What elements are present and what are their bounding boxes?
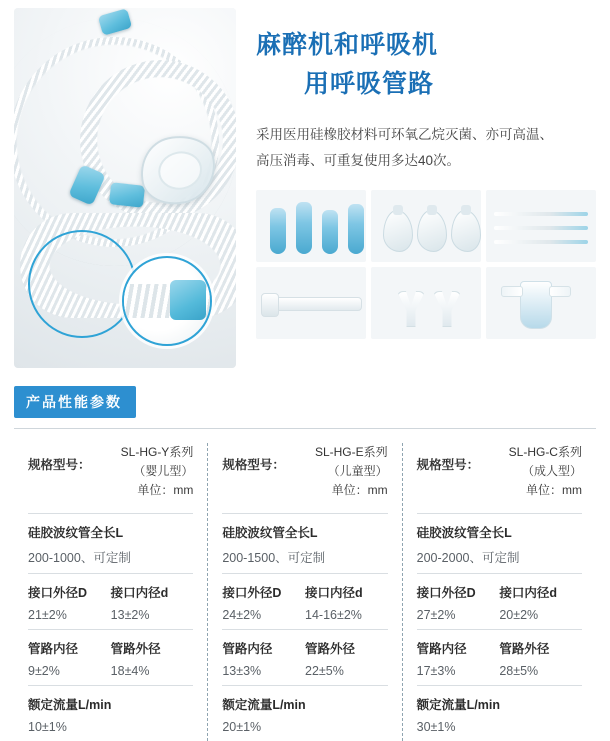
spec-row-title-2: 接口内径d [305, 585, 363, 600]
straight-connector [268, 297, 362, 311]
spec-row-value-2: 28±5% [499, 663, 539, 678]
product-thumbnail-grid [256, 190, 596, 339]
model-type: （成人型） [521, 464, 582, 479]
spec-row-title: 接口外径D [222, 585, 282, 600]
spec-row [28, 514, 193, 573]
spec-row-title: 接口外径D [28, 585, 88, 600]
spec-row-value: 17±3% [416, 663, 456, 678]
spec-row-title: 额定流量L/min [222, 697, 306, 712]
spec-row-value: 9±2% [28, 663, 60, 678]
description-line-1: 采用医用硅橡胶材料可环氧乙烷灭菌、亦可高温、 [256, 126, 553, 142]
spec-row [28, 574, 193, 629]
model-series: SL-HG-Y系列 [120, 445, 194, 459]
spec-row-title: 管路内径 [28, 641, 79, 656]
spec-title-divider [14, 428, 596, 429]
spec-row-title-2: 管路外径 [499, 641, 550, 656]
spec-row-title-2: 管路外径 [305, 641, 356, 656]
specifications-section [0, 386, 610, 741]
spec-column-child [207, 443, 401, 741]
breathing-bags-thumb [256, 190, 366, 262]
spec-row-title: 硅胶波纹管全长L [28, 525, 124, 540]
spec-row [28, 630, 193, 685]
zoom-connector-detail [170, 280, 206, 320]
hero-section [0, 0, 610, 368]
zoom-outline-circle [28, 230, 136, 338]
spec-row-value-2: 14-16±2% [305, 607, 362, 622]
water-trap-thumb [486, 267, 596, 339]
spec-row [417, 686, 582, 741]
model-type: （婴儿型） [133, 464, 194, 479]
product-hero-photo [14, 8, 236, 368]
model-header [417, 443, 582, 513]
spec-row [417, 574, 582, 629]
thin-tubes-thumb [486, 190, 596, 262]
spec-row-title-2: 管路外径 [110, 641, 161, 656]
spec-row-value: 24±2% [222, 607, 262, 622]
water-trap [520, 281, 552, 329]
spec-row-value: 200-1500、可定制 [222, 550, 326, 565]
y-piece [397, 291, 425, 327]
anesthesia-mask [417, 210, 447, 252]
spec-row-value-2: 20±2% [499, 607, 539, 622]
model-series: SL-HG-E系列 [314, 445, 388, 459]
spec-row-value: 10±1% [28, 719, 67, 734]
spec-row [222, 630, 387, 685]
mask-inner-ring [155, 147, 206, 193]
breathing-bag [296, 202, 312, 254]
thin-tube [494, 226, 588, 230]
spec-row-value: 27±2% [416, 607, 456, 622]
spec-row-title: 管路内径 [222, 641, 273, 656]
model-unit: 单位：mm [331, 483, 388, 498]
spec-row-value: 20±1% [222, 719, 262, 734]
model-series: SL-HG-C系列 [508, 445, 582, 459]
spec-column-infant [14, 443, 207, 741]
spec-row [28, 686, 193, 741]
breathing-bag [322, 210, 338, 254]
model-values [121, 443, 194, 501]
blue-connector-mid [109, 182, 145, 207]
breathing-bag [270, 208, 286, 254]
anesthesia-masks-thumb [371, 190, 481, 262]
spec-row [417, 514, 582, 573]
spec-row [417, 630, 582, 685]
spec-row-title: 接口外径D [416, 585, 476, 600]
model-header [222, 443, 387, 513]
page-title [256, 26, 596, 104]
spec-row [222, 686, 387, 741]
spec-row-title-2: 接口内径d [499, 585, 557, 600]
anesthesia-mask [383, 210, 413, 252]
spec-row-value: 200-1000、可定制 [28, 550, 131, 565]
spec-row-title: 硅胶波纹管全长L [222, 525, 318, 540]
spec-row-title: 管路内径 [416, 641, 467, 656]
spec-row [222, 514, 387, 573]
spec-row-value: 21±2% [28, 607, 67, 622]
spec-row-value-2: 18±4% [110, 663, 150, 678]
y-piece-thumb [371, 267, 481, 339]
spec-row-title: 硅胶波纹管全长L [416, 525, 512, 540]
spec-row-title: 额定流量L/min [416, 697, 500, 712]
spec-row [222, 574, 387, 629]
spec-column-adult [402, 443, 596, 741]
spec-row-value: 30±1% [416, 719, 456, 734]
y-piece [433, 291, 461, 327]
model-values [315, 443, 388, 501]
spec-row-value: 200-2000、可定制 [416, 550, 520, 565]
description-line-2: 高压消毒、可重复使用多达40次。 [256, 152, 461, 168]
spec-row-value-2: 13±2% [110, 607, 150, 622]
spec-row-title: 额定流量L/min [28, 697, 112, 712]
thin-tube [494, 212, 588, 216]
model-label: 规格型号： [416, 458, 480, 472]
hero-text-block [236, 8, 596, 368]
spec-section-title: 产品性能参数 [14, 386, 136, 418]
hero-description [256, 122, 596, 175]
model-label: 规格型号： [222, 458, 285, 472]
spec-row-title-2: 接口内径d [110, 585, 169, 600]
model-unit: 单位：mm [137, 483, 194, 498]
model-label: 规格型号： [28, 458, 91, 472]
zoom-detail-circle [122, 256, 212, 346]
spec-row-value: 13±3% [222, 663, 262, 678]
model-header [28, 443, 193, 513]
breathing-bag [348, 204, 364, 254]
model-type: （儿童型） [327, 464, 388, 479]
thin-tube [494, 240, 588, 244]
headline-line-1: 麻醉机和呼吸机 [256, 31, 439, 59]
model-values [509, 443, 582, 501]
spec-columns [14, 443, 596, 741]
spec-row-value-2: 22±5% [305, 663, 344, 678]
headline-line-2: 用呼吸管路 [304, 69, 435, 98]
straight-connector-thumb [256, 267, 366, 339]
anesthesia-mask [451, 210, 481, 252]
model-unit: 单位：mm [525, 483, 582, 498]
